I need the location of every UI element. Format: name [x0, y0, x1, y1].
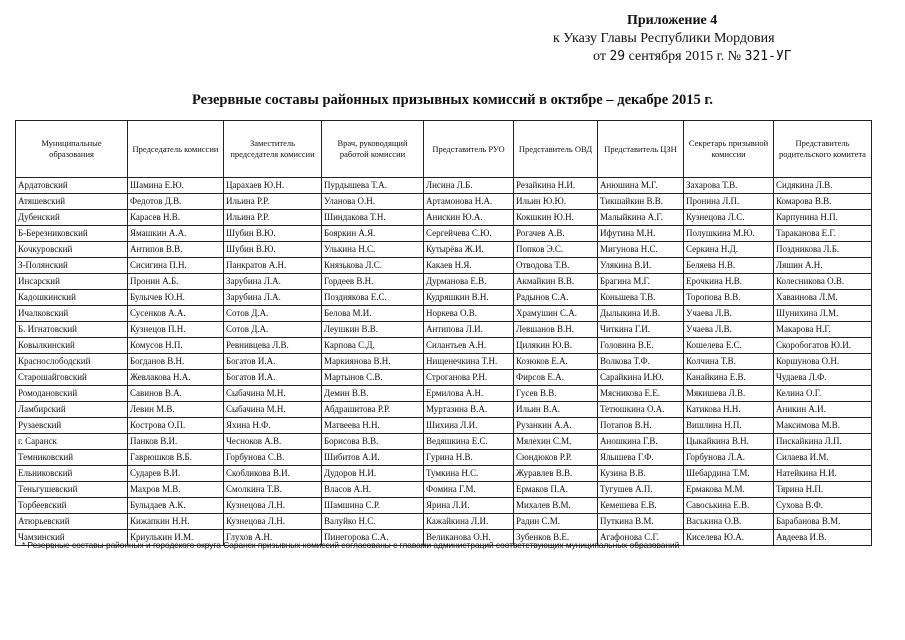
member-cell: Кузнецов П.Н. — [128, 322, 224, 338]
member-cell: Пронин А.Б. — [128, 274, 224, 290]
member-cell: Панков В.И. — [128, 434, 224, 450]
member-cell: Беляева Н.В. — [684, 258, 774, 274]
member-cell: Великанова О.Н. — [424, 530, 514, 546]
member-cell: Кокшкин Ю.Н. — [514, 210, 598, 226]
member-cell: Тумкина Н.С. — [424, 466, 514, 482]
member-cell: Нищенечкина Т.Н. — [424, 354, 514, 370]
member-cell: Кутырёва Ж.И. — [424, 242, 514, 258]
member-cell: Норкева О.В. — [424, 306, 514, 322]
member-cell: Мигунова Н.С. — [598, 242, 684, 258]
municipality-cell: Кочкуровский — [16, 242, 128, 258]
table-row — [16, 242, 872, 258]
member-cell: Дурманова Е.В. — [424, 274, 514, 290]
member-cell: Сергейчева С.Ю. — [424, 226, 514, 242]
member-cell: Рузанкин А.А. — [514, 418, 598, 434]
member-cell: Кажайкина Л.И. — [424, 514, 514, 530]
member-cell: Малыйкина А.Г. — [598, 210, 684, 226]
member-cell: Хаваинова Л.М. — [774, 290, 872, 306]
member-cell: Ерочкина Н.В. — [684, 274, 774, 290]
member-cell: Кошелева Е.С. — [684, 338, 774, 354]
member-cell: Тугушев А.П. — [598, 482, 684, 498]
member-cell: Ильин В.А. — [514, 402, 598, 418]
member-cell: Коньшева Т.В. — [598, 290, 684, 306]
member-cell: Кострова О.П. — [128, 418, 224, 434]
member-cell: Ляшин А.Н. — [774, 258, 872, 274]
member-cell: Барабанова В.М. — [774, 514, 872, 530]
member-cell: Акмайкин В.В. — [514, 274, 598, 290]
member-cell: Лисина Л.Б. — [424, 178, 514, 194]
member-cell: Ярина Л.И. — [424, 498, 514, 514]
member-cell: Яхина Н.Ф. — [224, 418, 322, 434]
document-title: Резервные составы районных призывных комиссий в октябре – декабре 2015 г. — [192, 92, 713, 108]
column-header: Врач, руководящий работой комиссии — [322, 121, 424, 178]
member-cell: Брагина М.Г. — [598, 274, 684, 290]
member-cell: Авдеева И.В. — [774, 530, 872, 546]
member-cell: Царахаев Ю.Н. — [224, 178, 322, 194]
member-cell: Смолкина Т.В. — [224, 482, 322, 498]
table-row — [16, 402, 872, 418]
member-cell: Попков Э.С. — [514, 242, 598, 258]
municipality-cell: Дубенский — [16, 210, 128, 226]
member-cell: Путкина В.М. — [598, 514, 684, 530]
member-cell: Панкратов А.Н. — [224, 258, 322, 274]
member-cell: Катикова Н.Н. — [684, 402, 774, 418]
member-cell: Скобликова В.И. — [224, 466, 322, 482]
member-cell: Резайкина Н.И. — [514, 178, 598, 194]
member-cell: Горбунова Л.А. — [684, 450, 774, 466]
member-cell: Сарайкина И.Ю. — [598, 370, 684, 386]
member-cell: Улькина Н.С. — [322, 242, 424, 258]
member-cell: Журавлев В.В. — [514, 466, 598, 482]
member-cell: Сударев В.И. — [128, 466, 224, 482]
member-cell: Зарубина Л.А. — [224, 274, 322, 290]
member-cell: Ифутина М.Н. — [598, 226, 684, 242]
member-cell: Гаврюшков В.Б. — [128, 450, 224, 466]
member-cell: Тикшайкин В.В. — [598, 194, 684, 210]
municipality-cell: Торбеевский — [16, 498, 128, 514]
member-cell: Позднякова Е.С. — [322, 290, 424, 306]
member-cell: Мясникова Е.Е. — [598, 386, 684, 402]
member-cell: Кемешева Е.В. — [598, 498, 684, 514]
member-cell: Муртазина В.А. — [424, 402, 514, 418]
member-cell: Комусов Н.П. — [128, 338, 224, 354]
member-cell: Матвеева Н.Н. — [322, 418, 424, 434]
member-cell: Глухов А.Н. — [224, 530, 322, 546]
member-cell: Анюшина М.Г. — [598, 178, 684, 194]
member-cell: Ревнивцева Л.В. — [224, 338, 322, 354]
decree-reference: к Указу Главы Республики Мордовия — [553, 31, 775, 46]
member-cell: Коршунова О.Н. — [774, 354, 872, 370]
member-cell: Валуйко Н.С. — [322, 514, 424, 530]
municipality-cell: Б-Березниковский — [16, 226, 128, 242]
table-body — [16, 178, 872, 546]
member-cell: Полушкина М.Ю. — [684, 226, 774, 242]
member-cell: Ведяшкина Е.С. — [424, 434, 514, 450]
member-cell: Пискайкина Л.П. — [774, 434, 872, 450]
member-cell: Сюндюков Р.Р. — [514, 450, 598, 466]
municipality-cell: З-Полянский — [16, 258, 128, 274]
member-cell: Сисигина П.Н. — [128, 258, 224, 274]
member-cell: Головина В.Е. — [598, 338, 684, 354]
member-cell: Горбунова С.В. — [224, 450, 322, 466]
member-cell: Колчина Т.В. — [684, 354, 774, 370]
member-cell: Агафонова С.Г. — [598, 530, 684, 546]
table-row — [16, 450, 872, 466]
municipality-cell: Кадошкинский — [16, 290, 128, 306]
member-cell: Сотов Д.А. — [224, 322, 322, 338]
member-cell: Махров М.В. — [128, 482, 224, 498]
member-cell: Фомина Г.М. — [424, 482, 514, 498]
decree-number: 321-УГ — [744, 49, 792, 64]
member-cell: Комарова В.В. — [774, 194, 872, 210]
member-cell: Канайкина Е.В. — [684, 370, 774, 386]
member-cell: Захарова Т.В. — [684, 178, 774, 194]
member-cell: Кузина В.В. — [598, 466, 684, 482]
member-cell: Леушкин В.В. — [322, 322, 424, 338]
member-cell: Серкина Н.Д. — [684, 242, 774, 258]
member-cell: Натейкина Н.И. — [774, 466, 872, 482]
member-cell: Карпова С.Д. — [322, 338, 424, 354]
member-cell: Шамшина С.Р. — [322, 498, 424, 514]
table-row — [16, 482, 872, 498]
member-cell: Поздникова Л.Б. — [774, 242, 872, 258]
member-cell: Пурдышева Т.А. — [322, 178, 424, 194]
member-cell: Гордеев В.Н. — [322, 274, 424, 290]
member-cell: Уланова О.Н. — [322, 194, 424, 210]
member-cell: Ильина Р.Р. — [224, 210, 322, 226]
member-cell: Аношкина Г.В. — [598, 434, 684, 450]
member-cell: Савоськина Е.В. — [684, 498, 774, 514]
member-cell: Федотов Д.В. — [128, 194, 224, 210]
member-cell: Богатов И.А. — [224, 354, 322, 370]
member-cell: Радин С.М. — [514, 514, 598, 530]
member-cell: Цилякин Ю.В. — [514, 338, 598, 354]
municipality-cell: Инсарский — [16, 274, 128, 290]
member-cell: Торопова В.В. — [684, 290, 774, 306]
table-row — [16, 370, 872, 386]
member-cell: Пронина Л.П. — [684, 194, 774, 210]
member-cell: Скоробогатов Ю.И. — [774, 338, 872, 354]
member-cell: Сыбачина М.Н. — [224, 386, 322, 402]
member-cell: Мякишева Л.В. — [684, 386, 774, 402]
column-header: Председатель комиссии — [128, 121, 224, 178]
table-row — [16, 514, 872, 530]
member-cell: Колесникова О.В. — [774, 274, 872, 290]
member-cell: Шунихина Л.М. — [774, 306, 872, 322]
table-header-row — [16, 121, 872, 178]
member-cell: Анискин Ю.А. — [424, 210, 514, 226]
table-row — [16, 210, 872, 226]
member-cell: Шиндакова Т.Н. — [322, 210, 424, 226]
member-cell: Радынов С.А. — [514, 290, 598, 306]
member-cell: Карасев Н.В. — [128, 210, 224, 226]
member-cell: Кузнецова Л.Н. — [224, 514, 322, 530]
member-cell: Волкова Т.Ф. — [598, 354, 684, 370]
column-header: Муниципальные образования — [16, 121, 128, 178]
municipality-cell: Б. Игнатовский — [16, 322, 128, 338]
municipality-cell: Краснослободский — [16, 354, 128, 370]
member-cell: Чудаева Л.Ф. — [774, 370, 872, 386]
member-cell: Булычев Ю.Н. — [128, 290, 224, 306]
member-cell: Антипов В.В. — [128, 242, 224, 258]
member-cell: Сухова В.Ф. — [774, 498, 872, 514]
table-row — [16, 178, 872, 194]
column-header: Секретарь призывной комиссии — [684, 121, 774, 178]
member-cell: Учаева Л.В. — [684, 306, 774, 322]
date-prefix: от — [593, 49, 610, 64]
member-cell: Карпунина Н.П. — [774, 210, 872, 226]
table-row — [16, 194, 872, 210]
member-cell: Тараканова Е.Г. — [774, 226, 872, 242]
member-cell: Криулькин И.М. — [128, 530, 224, 546]
member-cell: Шубин В.Ю. — [224, 242, 322, 258]
member-cell: Ермаков П.А. — [514, 482, 598, 498]
member-cell: Борисова В.В. — [322, 434, 424, 450]
table-row — [16, 338, 872, 354]
member-cell: Цыкайкина В.Н. — [684, 434, 774, 450]
member-cell: Максимова М.В. — [774, 418, 872, 434]
member-cell: Ямашкин А.А. — [128, 226, 224, 242]
member-cell: Богатов И.А. — [224, 370, 322, 386]
member-cell: Шамина Е.Ю. — [128, 178, 224, 194]
member-cell: Дылыкина И.В. — [598, 306, 684, 322]
table-row — [16, 226, 872, 242]
municipality-cell: Чамзинский — [16, 530, 128, 546]
member-cell: Зарубина Л.А. — [224, 290, 322, 306]
date-day: 29 — [609, 49, 626, 64]
member-cell: Рогачев А.В. — [514, 226, 598, 242]
member-cell: Гусев В.В. — [514, 386, 598, 402]
member-cell: Аникин А.И. — [774, 402, 872, 418]
column-header: Представитель родительского комитета — [774, 121, 872, 178]
member-cell: Какаев Н.Я. — [424, 258, 514, 274]
member-cell: Отводова Т.В. — [514, 258, 598, 274]
date-mid: сентября 2015 г. № — [625, 49, 745, 64]
table-row — [16, 306, 872, 322]
member-cell: Сыбачина М.Н. — [224, 402, 322, 418]
member-cell: Кижапкин Н.Н. — [128, 514, 224, 530]
member-cell: Силаева И.М. — [774, 450, 872, 466]
footnote: * Резервные составы районных и городского округа Саранск призывных комиссий согласованы с главами администраций соответствующих муниципальных образований — [22, 540, 680, 550]
member-cell: Козюков Е.А. — [514, 354, 598, 370]
member-cell: Фирсов Е.А. — [514, 370, 598, 386]
member-cell: Бояркин А.Я. — [322, 226, 424, 242]
member-cell: Зубенков В.Е. — [514, 530, 598, 546]
member-cell: Артамонова Н.А. — [424, 194, 514, 210]
member-cell: Ермилова А.Н. — [424, 386, 514, 402]
decree-date-number — [593, 49, 792, 65]
column-header: Представитель ЦЗН — [598, 121, 684, 178]
column-header: Представитель РУО — [424, 121, 514, 178]
member-cell: Кудряшкин В.Н. — [424, 290, 514, 306]
municipality-cell: Темниковский — [16, 450, 128, 466]
member-cell: Шибитов А.И. — [322, 450, 424, 466]
member-cell: Белова М.И. — [322, 306, 424, 322]
member-cell: Шебардина Т.М. — [684, 466, 774, 482]
member-cell: Васькина О.В. — [684, 514, 774, 530]
appendix-label: Приложение 4 — [627, 13, 718, 28]
municipality-cell: Ромодановский — [16, 386, 128, 402]
member-cell: Гурина Н.В. — [424, 450, 514, 466]
member-cell: Михалев В.М. — [514, 498, 598, 514]
municipality-cell: Теньгушевский — [16, 482, 128, 498]
member-cell: Булыдаев А.К. — [128, 498, 224, 514]
table-row — [16, 386, 872, 402]
municipality-cell: Ламбирский — [16, 402, 128, 418]
member-cell: Потапов В.Н. — [598, 418, 684, 434]
municipality-cell: Ковылкинский — [16, 338, 128, 354]
table-row — [16, 322, 872, 338]
member-cell: Кузнецова Л.С. — [684, 210, 774, 226]
municipality-cell: Ельниковский — [16, 466, 128, 482]
member-cell: Дудоров Н.И. — [322, 466, 424, 482]
municipality-cell: Старошайговский — [16, 370, 128, 386]
member-cell: Савинов В.А. — [128, 386, 224, 402]
member-cell: Шихина Л.И. — [424, 418, 514, 434]
member-cell: Киселева Ю.А. — [684, 530, 774, 546]
member-cell: Левшанов В.Н. — [514, 322, 598, 338]
member-cell: Мартынов С.В. — [322, 370, 424, 386]
member-cell: Левин М.В. — [128, 402, 224, 418]
member-cell: Демин В.В. — [322, 386, 424, 402]
member-cell: Тярина Н.П. — [774, 482, 872, 498]
member-cell: Ильин Ю.Ю. — [514, 194, 598, 210]
commissions-table — [15, 120, 872, 546]
table-row — [16, 498, 872, 514]
table-row — [16, 354, 872, 370]
member-cell: Ялышева Г.Ф. — [598, 450, 684, 466]
member-cell: Богданов В.Н. — [128, 354, 224, 370]
member-cell: Жевлакова Н.А. — [128, 370, 224, 386]
table-row — [16, 258, 872, 274]
member-cell: Власов А.Н. — [322, 482, 424, 498]
table-row — [16, 466, 872, 482]
member-cell: Антипова Л.И. — [424, 322, 514, 338]
member-cell: Сусенков А.А. — [128, 306, 224, 322]
member-cell: Учаева Л.В. — [684, 322, 774, 338]
table-row — [16, 274, 872, 290]
member-cell: Строганова Р.Н. — [424, 370, 514, 386]
member-cell: Келина О.Г. — [774, 386, 872, 402]
municipality-cell: Атюрьевский — [16, 514, 128, 530]
table-row — [16, 418, 872, 434]
member-cell: Макарова Н.Г. — [774, 322, 872, 338]
member-cell: Абдрашитова Р.Р. — [322, 402, 424, 418]
column-header: Заместитель председателя комиссии — [224, 121, 322, 178]
member-cell: Пинегорова С.А. — [322, 530, 424, 546]
table-row — [16, 434, 872, 450]
municipality-cell: Рузаевский — [16, 418, 128, 434]
member-cell: Улякина В.И. — [598, 258, 684, 274]
member-cell: Князькова Л.С. — [322, 258, 424, 274]
municipality-cell: Атяшевский — [16, 194, 128, 210]
member-cell: Силантьев А.Н. — [424, 338, 514, 354]
member-cell: Читкина Г.И. — [598, 322, 684, 338]
member-cell: Мялехин С.М. — [514, 434, 598, 450]
member-cell: Сидякина Л.В. — [774, 178, 872, 194]
member-cell: Ермакова М.М. — [684, 482, 774, 498]
municipality-cell: Ардатовский — [16, 178, 128, 194]
member-cell: Сотов Д.А. — [224, 306, 322, 322]
municipality-cell: г. Саранск — [16, 434, 128, 450]
member-cell: Вишлина Н.П. — [684, 418, 774, 434]
column-header: Представитель ОВД — [514, 121, 598, 178]
member-cell: Маркиянова В.Н. — [322, 354, 424, 370]
member-cell: Тетюшкина О.А. — [598, 402, 684, 418]
member-cell: Ильина Р.Р. — [224, 194, 322, 210]
member-cell: Храмушин С.А. — [514, 306, 598, 322]
municipality-cell: Ичалковский — [16, 306, 128, 322]
member-cell: Шубин В.Ю. — [224, 226, 322, 242]
table-row — [16, 290, 872, 306]
member-cell: Кузнецова Л.Н. — [224, 498, 322, 514]
member-cell: Чесноков А.В. — [224, 434, 322, 450]
